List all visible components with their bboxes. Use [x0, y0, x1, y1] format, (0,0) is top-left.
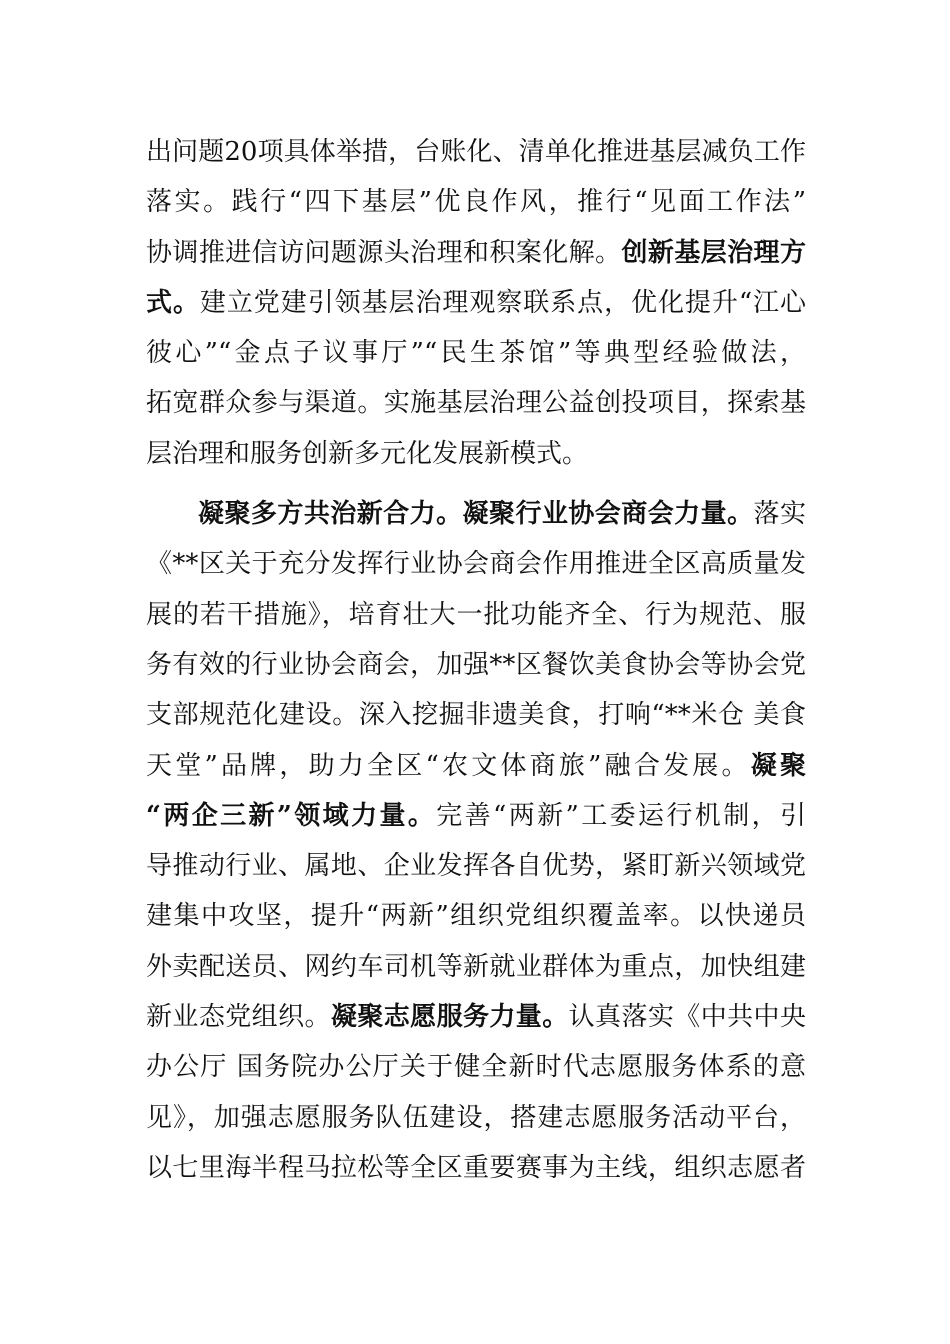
text-run: 层治理和服务创新多元化发展新模式。	[146, 438, 589, 469]
text-run: 以七里海半程马拉松等全区重要赛事为主线，组织志愿者	[146, 1152, 806, 1183]
text-line	[146, 841, 806, 891]
text-run: 外卖配送员、网约车司机等新就业群体为重点，加快组建	[146, 951, 806, 982]
text-line	[146, 992, 806, 1042]
text-line	[146, 127, 806, 177]
text-run: 展的若干措施》，培育壮大一批功能齐全、行为规范、服	[146, 599, 806, 630]
bold-heading-run: 创新基层治理方	[621, 237, 806, 268]
text-run: 导推动行业、属地、企业发挥各自优势，紧盯新兴领域党	[146, 851, 806, 882]
bold-heading-run: 凝聚多方共治新合力。凝聚行业协会商会力量。	[198, 499, 754, 530]
text-run: 天堂”品牌，助力全区“农文体商旅”融合发展。	[146, 750, 751, 781]
paragraph-1	[146, 127, 806, 479]
text-run: 落实	[753, 499, 806, 530]
bold-heading-run: 式。	[146, 287, 200, 318]
text-run: 协调推进信访问题源头治理和积案化解。	[146, 237, 622, 268]
text-run: 办公厅 国务院办公厅关于健全新时代志愿服务体系的意	[146, 1052, 806, 1083]
text-line	[146, 1143, 806, 1193]
text-run: 《**区关于充分发挥行业协会商会作用推进全区高质量发	[146, 549, 806, 580]
bold-heading-run: “两企三新”领域力量。	[146, 800, 437, 831]
text-run: 务有效的行业协会商会，加强**区餐饮美食协会等协会党	[146, 649, 806, 680]
text-line	[146, 690, 806, 740]
text-run: 出问题20项具体举措，台账化、清单化推进基层减负工作	[146, 137, 806, 167]
text-line	[146, 539, 806, 589]
text-line	[146, 378, 806, 428]
document-body	[146, 127, 806, 1193]
text-line	[146, 590, 806, 640]
text-run: 认真落实《中共中央	[568, 1002, 806, 1033]
text-line	[146, 489, 806, 539]
text-line	[146, 328, 806, 378]
text-run: 建集中攻坚，提升“两新”组织党组织覆盖率。以快递员	[146, 901, 806, 932]
bold-heading-run: 凝聚志愿服务力量。	[330, 1002, 569, 1033]
text-run: 拓宽群众参与渠道。实施基层治理公益创投项目，探索基	[146, 388, 806, 419]
text-run: 完善“两新”工委运行机制，引	[436, 800, 806, 831]
text-line	[146, 1042, 806, 1092]
text-run: 支部规范化建设。深入挖掘非遗美食，打响“**米仓 美食	[146, 700, 806, 731]
text-run: 新业态党组织。	[146, 1002, 331, 1033]
text-line	[146, 891, 806, 941]
text-run: 彼心”“金点子议事厅”“民生茶馆”等典型经验做法，	[146, 338, 806, 369]
text-line	[146, 1093, 806, 1143]
text-run: 建立党建引领基层治理观察联系点，优化提升“江心	[199, 287, 806, 318]
text-line	[146, 741, 806, 791]
paragraph-spacing	[146, 479, 806, 489]
paragraph-2	[146, 489, 806, 1193]
text-line	[146, 429, 806, 479]
text-run: 落实。践行“四下基层”优良作风，推行“见面工作法”	[146, 187, 806, 218]
text-line	[146, 228, 806, 278]
text-line	[146, 278, 806, 328]
text-run: 见》，加强志愿服务队伍建设，搭建志愿服务活动平台，	[146, 1102, 806, 1133]
text-line	[146, 177, 806, 227]
text-line	[146, 942, 806, 992]
bold-heading-run: 凝聚	[750, 750, 806, 781]
text-line	[146, 791, 806, 841]
text-line	[146, 640, 806, 690]
